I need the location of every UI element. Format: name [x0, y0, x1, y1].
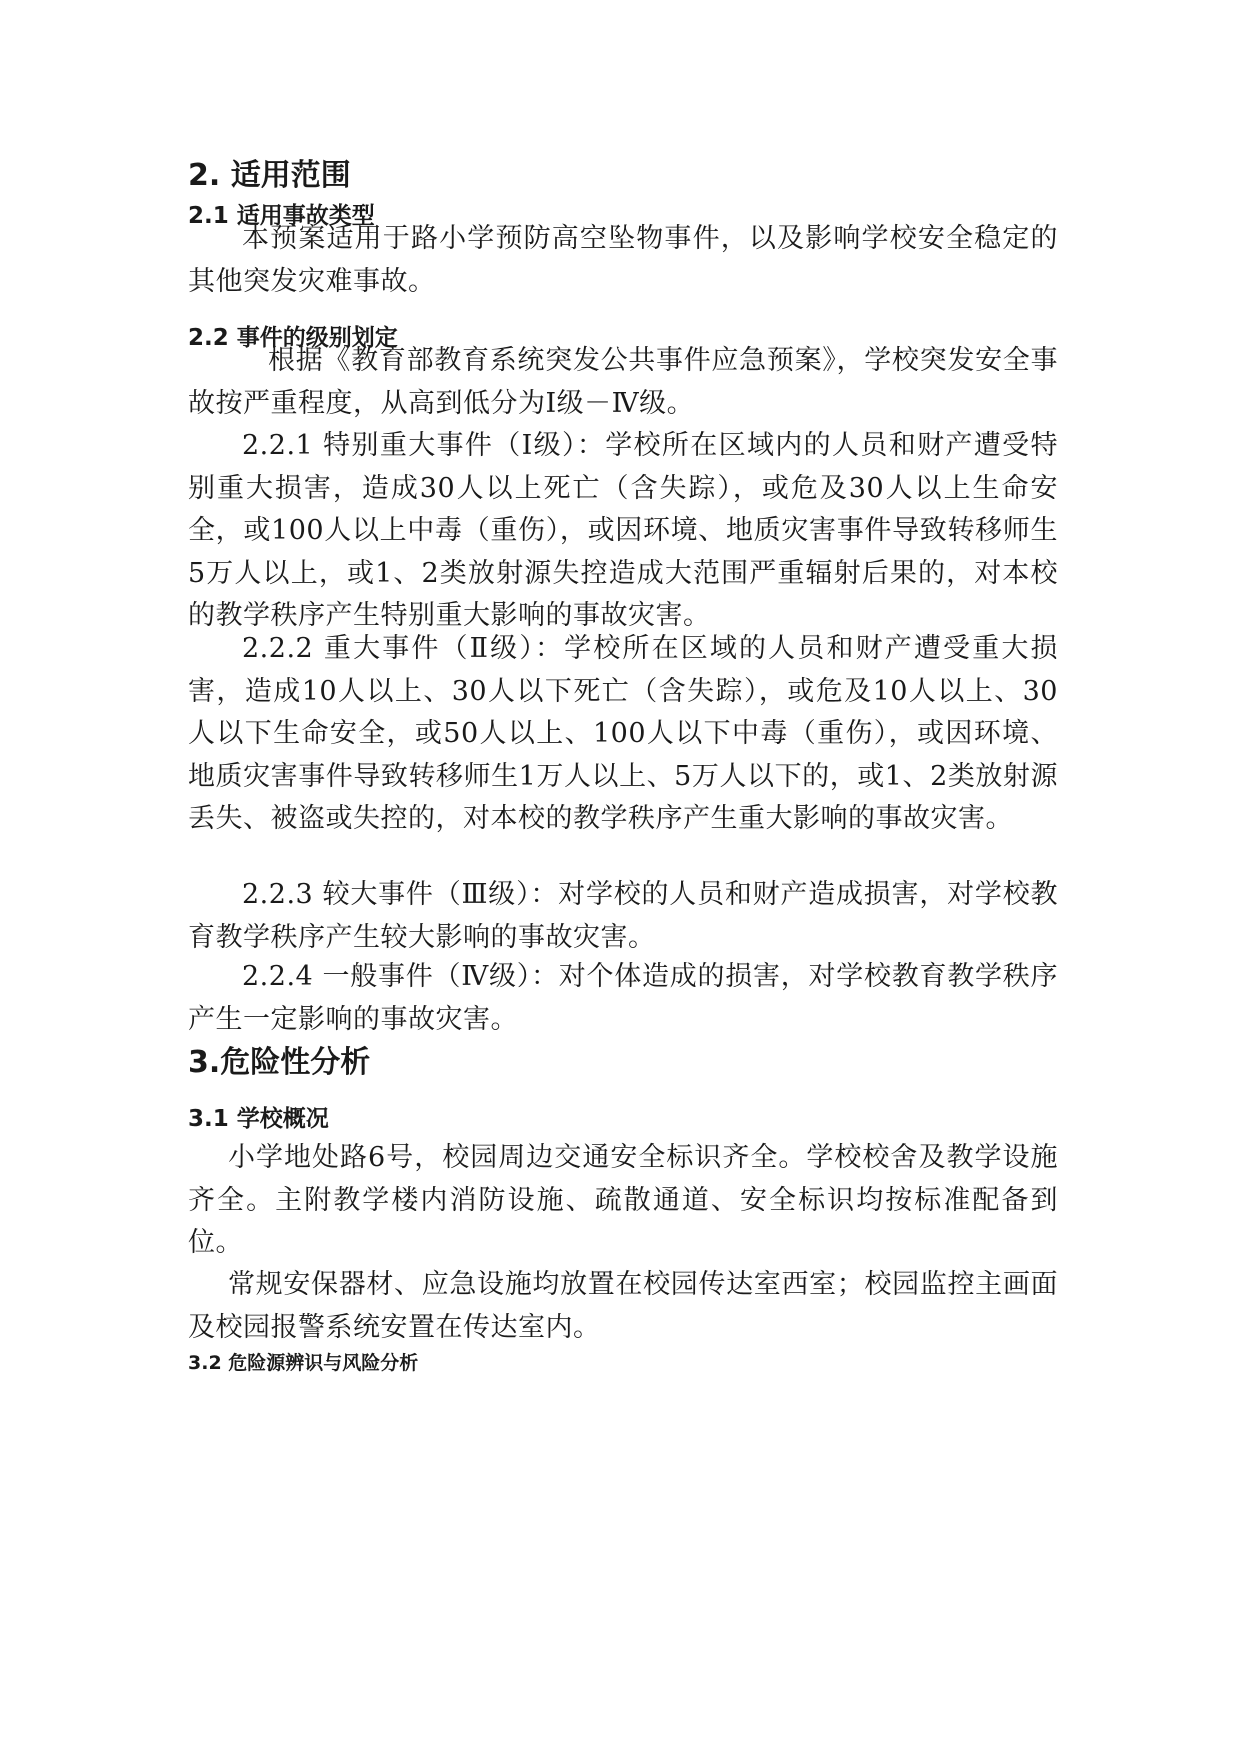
section-3-1-paragraph-1: 小学地处路6号，校园周边交通安全标识齐全。学校校舍及教学设施齐全。主附教学楼内消防设施、疏散通道、安全标识均按标准配备到位。	[188, 1142, 1058, 1258]
level-3-paragraph: 2.2.3 较大事件（Ⅲ级）：对学校的人员和财产造成损害，对学校教育教学秩序产生较大影响的事故灾害。	[188, 879, 1058, 953]
section-2-2-intro-paragraph: 根据《教育部教育系统突发公共事件应急预案》，学校突发安全事故按严重程度，从高到低分为Ⅰ级－Ⅳ级。	[188, 345, 1058, 419]
section-3-heading: 3.危险性分析	[188, 1045, 371, 1080]
level-1-paragraph: 2.2.1 特别重大事件（Ⅰ级）：学校所在区域内的人员和财产遭受特别重大损害，造成30人以上死亡（含失踪），或危及30人以上生命安全，或100人以上中毒（重伤），或因环境、地质灾害事件导致转移师生5万人以上，或1、2类放射源失控造成大范围严重辐射后果的，对本校的教学秩序产生特别重大影响的事故灾害。	[188, 430, 1058, 631]
level-2-paragraph: 2.2.2 重大事件（Ⅱ级）：学校所在区域的人员和财产遭受重大损害，造成10人以上、30人以下死亡（含失踪），或危及10人以上、30人以下生命安全，或50人以上、100人以下中毒（重伤），或因环境、地质灾害事件导致转移师生1万人以上、5万人以下的，或1、2类放射源丢失、被盗或失控的，对本校的教学秩序产生重大影响的事故灾害。	[188, 633, 1058, 834]
section-2-1-heading: 2.1 适用事故类型	[188, 203, 375, 229]
section-3-1-paragraph-2: 常规安保器材、应急设施均放置在校园传达室西室；校园监控主画面及校园报警系统安置在传达室内。	[188, 1269, 1058, 1343]
section-3-1-heading: 3.1 学校概况	[188, 1106, 329, 1132]
section-2-1-paragraph: 本预案适用于路小学预防高空坠物事件，以及影响学校安全稳定的其他突发灾难事故。	[188, 223, 1058, 297]
section-2-heading: 2. 适用范围	[188, 158, 351, 193]
section-3-2-heading: 3.2 危险源辨识与风险分析	[188, 1352, 419, 1374]
level-4-paragraph: 2.2.4 一般事件（Ⅳ级）：对个体造成的损害，对学校教育教学秩序产生一定影响的事故灾害。	[188, 961, 1058, 1035]
section-2-2-heading: 2.2 事件的级别划定	[188, 325, 398, 351]
